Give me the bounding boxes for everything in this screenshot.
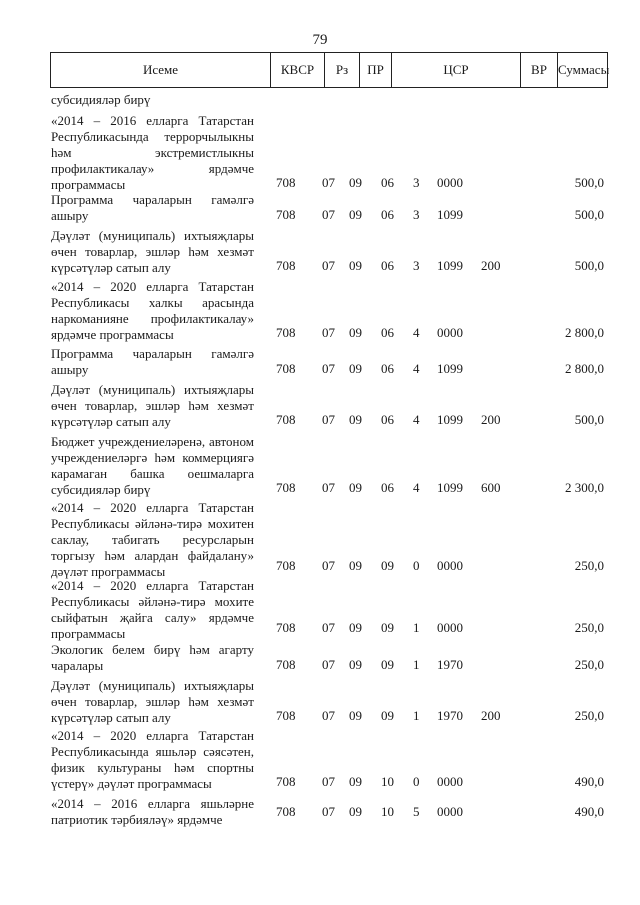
row-vr: 200 — [481, 708, 501, 723]
table-header — [50, 52, 608, 88]
row-vr: 200 — [481, 258, 501, 273]
row-kvsr: 708 — [276, 708, 296, 723]
row-pr: 09 — [349, 657, 362, 672]
row-pr: 09 — [349, 708, 362, 723]
row-name: «2014 – 2020 елларга Татарстан Республикасында яшьләр сәясәтен, физик культураны һәм спортны үстерү» дәүләт программасы — [51, 728, 254, 791]
row-csr-program: 09 — [381, 620, 394, 635]
row-pr: 09 — [349, 175, 362, 190]
row-rz: 07 — [322, 558, 335, 573]
row-csr-program: 06 — [381, 325, 394, 340]
row-name: «2014 – 2020 елларга Татарстан Республикасы әйләнә-тирә мохите сыйфатын җайга салу» ярдәмче программасы — [51, 578, 254, 641]
header-csr: ЦСР — [392, 53, 521, 87]
row-kvsr: 708 — [276, 412, 296, 427]
row-csr-program: 09 — [381, 657, 394, 672]
row-rz: 07 — [322, 804, 335, 819]
row-sum: 500,0 — [574, 207, 604, 222]
row-rz: 07 — [322, 207, 335, 222]
row-name: Программа чараларын гамәлгә ашыру — [51, 346, 254, 377]
header-pr: ПР — [360, 53, 392, 87]
row-csr-subprogram: 1 — [413, 620, 420, 635]
row-name: Программа чараларын гамәлгә ашыру — [51, 192, 254, 223]
row-rz: 07 — [322, 480, 335, 495]
row-kvsr: 708 — [276, 325, 296, 340]
row-csr-subprogram: 3 — [413, 175, 420, 190]
row-csr-subprogram: 3 — [413, 207, 420, 222]
row-rz: 07 — [322, 774, 335, 789]
row-rz: 07 — [322, 708, 335, 723]
row-csr-subprogram: 0 — [413, 558, 420, 573]
row-pr: 09 — [349, 558, 362, 573]
header-vr: ВР — [521, 53, 558, 87]
row-csr-code: 1099 — [437, 361, 463, 376]
row-pr: 09 — [349, 412, 362, 427]
row-kvsr: 708 — [276, 480, 296, 495]
row-csr-code: 0000 — [437, 804, 463, 819]
row-sum: 2 800,0 — [565, 325, 604, 340]
row-rz: 07 — [322, 361, 335, 376]
row-kvsr: 708 — [276, 657, 296, 672]
row-name: Экологик белем бирү һәм агарту чаралары — [51, 642, 254, 673]
row-sum: 490,0 — [574, 774, 604, 789]
row-sum: 490,0 — [574, 804, 604, 819]
row-csr-program: 09 — [381, 558, 394, 573]
row-name: «2014 – 2016 елларга яшьләрне патриотик тәрбияләү» ярдәмче — [51, 796, 254, 827]
header-sum: Суммасы — [558, 62, 610, 77]
row-sum: 500,0 — [574, 175, 604, 190]
row-kvsr: 708 — [276, 258, 296, 273]
row-csr-code: 1970 — [437, 708, 463, 723]
row-csr-code: 1099 — [437, 258, 463, 273]
row-rz: 07 — [322, 175, 335, 190]
row-csr-program: 06 — [381, 258, 394, 273]
row-csr-subprogram: 1 — [413, 657, 420, 672]
row-csr-program: 06 — [381, 412, 394, 427]
row-pr: 09 — [349, 361, 362, 376]
row-csr-code: 1970 — [437, 657, 463, 672]
row-csr-subprogram: 3 — [413, 258, 420, 273]
row-sum: 500,0 — [574, 412, 604, 427]
row-sum: 2 800,0 — [565, 361, 604, 376]
row-rz: 07 — [322, 325, 335, 340]
row-csr-program: 06 — [381, 175, 394, 190]
row-rz: 07 — [322, 657, 335, 672]
row-name: Дәүләт (муниципаль) ихтыяҗлары өчен товарлар, эшләр һәм хезмәт күрсәтүләр сатып алу — [51, 382, 254, 429]
row-pr: 09 — [349, 620, 362, 635]
row-csr-code: 1099 — [437, 480, 463, 495]
row-sum: 250,0 — [574, 558, 604, 573]
row-csr-program: 10 — [381, 774, 394, 789]
row-name: Дәүләт (муниципаль) ихтыяҗлары өчен товарлар, эшләр һәм хезмәт күрсәтүләр сатып алу — [51, 678, 254, 725]
row-vr: 200 — [481, 412, 501, 427]
row-csr-subprogram: 4 — [413, 361, 420, 376]
header-rz: Рз — [325, 53, 360, 87]
row-csr-subprogram: 1 — [413, 708, 420, 723]
row-name: Бюджет учреждениеләренә, автоном учреждениеләргә һәм коммерциягә карамаган башка оешмаларга субсидияләр бирү — [51, 434, 254, 497]
row-csr-program: 06 — [381, 480, 394, 495]
header-kvsr: КВСР — [271, 53, 325, 87]
row-csr-code: 0000 — [437, 774, 463, 789]
row-vr: 600 — [481, 480, 501, 495]
row-sum: 250,0 — [574, 620, 604, 635]
row-rz: 07 — [322, 258, 335, 273]
row-csr-subprogram: 4 — [413, 412, 420, 427]
row-csr-subprogram: 0 — [413, 774, 420, 789]
row-csr-code: 1099 — [437, 207, 463, 222]
row-kvsr: 708 — [276, 774, 296, 789]
row-csr-program: 09 — [381, 708, 394, 723]
row-pr: 09 — [349, 207, 362, 222]
row-pr: 09 — [349, 774, 362, 789]
row-kvsr: 708 — [276, 207, 296, 222]
row-kvsr: 708 — [276, 558, 296, 573]
row-csr-subprogram: 4 — [413, 325, 420, 340]
row-sum: 500,0 — [574, 258, 604, 273]
page-number: 79 — [312, 32, 328, 48]
row-kvsr: 708 — [276, 361, 296, 376]
row-kvsr: 708 — [276, 804, 296, 819]
row-pr: 09 — [349, 325, 362, 340]
row-csr-code: 0000 — [437, 620, 463, 635]
row-pr: 09 — [349, 480, 362, 495]
row-csr-code: 0000 — [437, 175, 463, 190]
row-name: «2014 – 2016 елларга Татарстан Республикасында террорчылыкны һәм экстремистлыкны профилактикалау» ярдәмче программасы — [51, 113, 254, 192]
row-sum: 250,0 — [574, 708, 604, 723]
row-rz: 07 — [322, 620, 335, 635]
row-csr-program: 10 — [381, 804, 394, 819]
row-kvsr: 708 — [276, 620, 296, 635]
row-pr: 09 — [349, 258, 362, 273]
row-csr-program: 06 — [381, 361, 394, 376]
row-name: Дәүләт (муниципаль) ихтыяҗлары өчен товарлар, эшләр һәм хезмәт күрсәтүләр сатып алу — [51, 228, 254, 275]
row-csr-subprogram: 4 — [413, 480, 420, 495]
row-name: субсидияләр бирү — [51, 92, 151, 107]
header-name: Исеме — [51, 53, 271, 87]
row-name: «2014 – 2020 елларга Татарстан Республикасы халкы арасында наркоманияне профилактикалау» ярдәмче программасы — [51, 279, 254, 342]
row-name: «2014 – 2020 елларга Татарстан Республикасы әйләнә-тирә мохитен саклау, табигать ресурсларын торгызу һәм алардан файдалану» дәүләт программасы — [51, 500, 254, 579]
row-sum: 2 300,0 — [565, 480, 604, 495]
row-kvsr: 708 — [276, 175, 296, 190]
row-sum: 250,0 — [574, 657, 604, 672]
row-csr-code: 1099 — [437, 412, 463, 427]
row-csr-subprogram: 5 — [413, 804, 420, 819]
row-pr: 09 — [349, 804, 362, 819]
row-csr-code: 0000 — [437, 325, 463, 340]
row-rz: 07 — [322, 412, 335, 427]
row-csr-program: 06 — [381, 207, 394, 222]
row-csr-code: 0000 — [437, 558, 463, 573]
